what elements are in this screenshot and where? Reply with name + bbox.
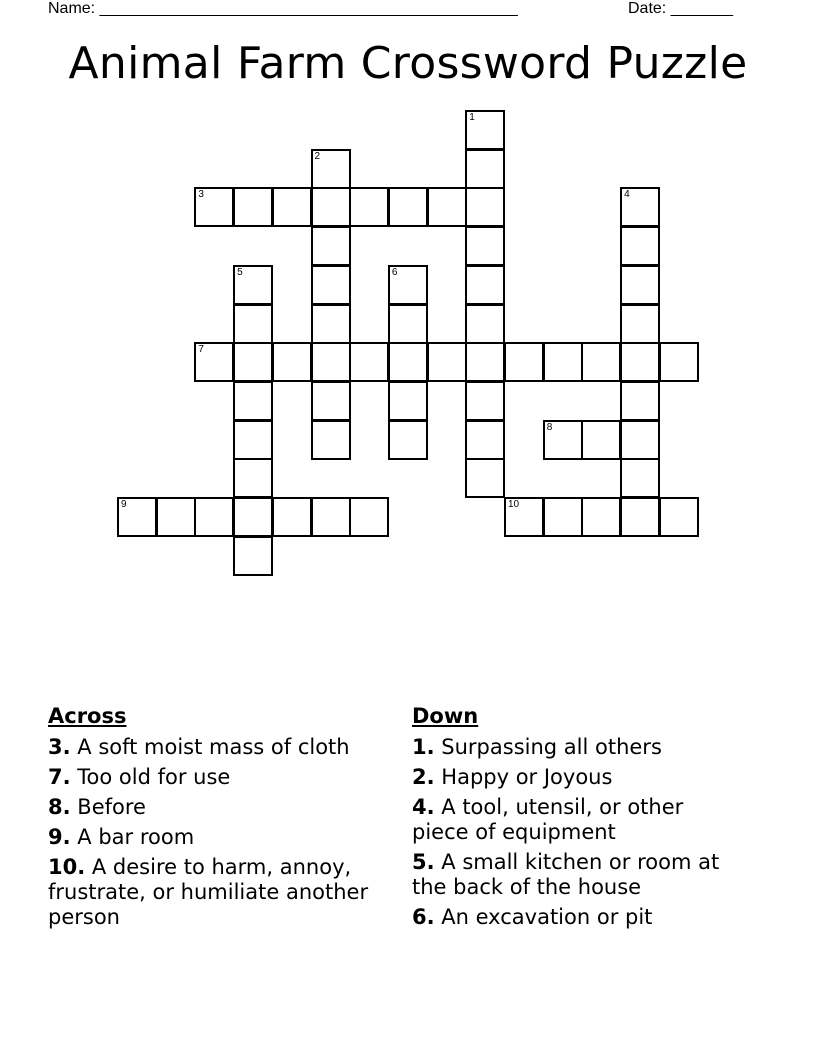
down-clue bbox=[412, 735, 742, 760]
grid-cell[interactable] bbox=[581, 497, 621, 537]
name-field-label: Name: _______________________________________________ bbox=[48, 0, 518, 17]
down-clues bbox=[412, 703, 742, 935]
cell-number: 9 bbox=[121, 499, 127, 510]
grid-cell[interactable] bbox=[388, 265, 428, 305]
grid-cell[interactable] bbox=[311, 381, 351, 421]
grid-cell[interactable] bbox=[311, 226, 351, 266]
grid-cell[interactable] bbox=[465, 187, 505, 227]
clue-number: 7. bbox=[48, 765, 71, 789]
grid-cell[interactable] bbox=[311, 304, 351, 344]
grid-cell[interactable] bbox=[620, 342, 660, 382]
grid-cell[interactable] bbox=[620, 381, 660, 421]
grid-cell[interactable] bbox=[233, 497, 273, 537]
grid-cell[interactable] bbox=[233, 304, 273, 344]
grid-cell[interactable] bbox=[349, 342, 389, 382]
grid-cell[interactable] bbox=[349, 497, 389, 537]
cell-number: 3 bbox=[198, 189, 204, 201]
grid-cell[interactable] bbox=[620, 187, 660, 227]
clue-number: 5. bbox=[412, 850, 435, 874]
grid-cell[interactable] bbox=[311, 497, 351, 537]
date-field-label: Date: _______ bbox=[628, 0, 733, 17]
clue-number: 6. bbox=[412, 905, 435, 929]
grid-cell[interactable] bbox=[659, 497, 699, 537]
cell-number: 4 bbox=[624, 189, 630, 201]
grid-cell[interactable] bbox=[311, 265, 351, 305]
grid-cell[interactable] bbox=[156, 497, 196, 537]
grid-cell[interactable] bbox=[465, 458, 505, 498]
grid-cell[interactable] bbox=[233, 536, 273, 576]
cell-number: 8 bbox=[546, 421, 553, 433]
cell-number: 7 bbox=[198, 344, 204, 356]
across-clue bbox=[48, 795, 408, 820]
grid-cell[interactable] bbox=[465, 265, 505, 305]
grid-cell[interactable] bbox=[581, 420, 621, 460]
cell-number: 1 bbox=[469, 112, 475, 123]
grid-cell[interactable] bbox=[194, 342, 234, 382]
down-clue bbox=[412, 795, 742, 845]
grid-cell[interactable] bbox=[543, 420, 583, 460]
clue-text: Too old for use bbox=[77, 765, 231, 789]
grid-cell[interactable] bbox=[311, 149, 351, 189]
grid-cell[interactable] bbox=[272, 497, 312, 537]
grid-cell[interactable] bbox=[427, 342, 467, 382]
grid-cell[interactable] bbox=[427, 187, 467, 227]
grid-cell[interactable] bbox=[465, 420, 505, 460]
down-clue bbox=[412, 850, 742, 900]
grid-cell[interactable] bbox=[620, 458, 660, 498]
clue-text: A small kitchen or room at the back of the house bbox=[412, 850, 720, 899]
clue-text: A soft moist mass of cloth bbox=[77, 735, 350, 759]
across-clue bbox=[48, 735, 408, 760]
grid-cell[interactable] bbox=[504, 497, 544, 537]
cell-number: 5 bbox=[237, 266, 243, 278]
grid-cell[interactable] bbox=[311, 342, 351, 382]
cell-number: 6 bbox=[391, 266, 398, 278]
grid-cell[interactable] bbox=[388, 342, 428, 382]
grid-cell[interactable] bbox=[465, 149, 505, 189]
grid-cell[interactable] bbox=[620, 226, 660, 266]
grid-cell[interactable] bbox=[349, 187, 389, 227]
grid-cell[interactable] bbox=[543, 497, 583, 537]
clue-text: Surpassing all others bbox=[441, 735, 662, 759]
across-clue bbox=[48, 855, 408, 930]
clue-number: 8. bbox=[48, 795, 71, 819]
cell-number: 2 bbox=[314, 150, 321, 162]
clue-text: Before bbox=[77, 795, 146, 819]
clue-text: Happy or Joyous bbox=[441, 765, 613, 789]
grid-cell[interactable] bbox=[465, 304, 505, 344]
grid-cell[interactable] bbox=[465, 381, 505, 421]
cell-number: 10 bbox=[508, 499, 520, 510]
clue-number: 9. bbox=[48, 825, 71, 849]
grid-cell[interactable] bbox=[194, 187, 234, 227]
clue-number: 1. bbox=[412, 735, 435, 759]
grid-cell[interactable] bbox=[117, 497, 157, 537]
grid-cell[interactable] bbox=[311, 187, 351, 227]
grid-cell[interactable] bbox=[620, 420, 660, 460]
clue-number: 10. bbox=[48, 855, 86, 879]
grid-cell[interactable] bbox=[504, 342, 544, 382]
clue-number: 4. bbox=[412, 795, 435, 819]
grid-cell[interactable] bbox=[233, 420, 273, 460]
grid-cell[interactable] bbox=[543, 342, 583, 382]
grid-cell[interactable] bbox=[388, 381, 428, 421]
grid-cell[interactable] bbox=[388, 187, 428, 227]
across-clue bbox=[48, 825, 408, 850]
grid-cell[interactable] bbox=[388, 420, 428, 460]
across-clue bbox=[48, 765, 408, 790]
grid-cell[interactable] bbox=[233, 187, 273, 227]
grid-cell[interactable] bbox=[388, 304, 428, 344]
grid-cell[interactable] bbox=[233, 458, 273, 498]
grid-cell[interactable] bbox=[194, 497, 234, 537]
grid-cell[interactable] bbox=[620, 265, 660, 305]
page-title: Animal Farm Crossword Puzzle bbox=[68, 38, 748, 89]
grid-cell[interactable] bbox=[465, 226, 505, 266]
down-clue bbox=[412, 905, 742, 930]
clue-text: A desire to harm, annoy, frustrate, or humiliate another person bbox=[48, 855, 369, 929]
grid-cell[interactable] bbox=[581, 342, 621, 382]
grid-cell[interactable] bbox=[620, 497, 660, 537]
down-clue bbox=[412, 765, 742, 790]
grid-cell[interactable] bbox=[233, 342, 273, 382]
grid-cell[interactable] bbox=[620, 304, 660, 344]
grid-cell[interactable] bbox=[233, 265, 273, 305]
grid-cell[interactable] bbox=[311, 420, 351, 460]
clue-text: A tool, utensil, or other piece of equipment bbox=[412, 795, 684, 844]
clue-number: 3. bbox=[48, 735, 71, 759]
down-heading: Down bbox=[412, 704, 479, 728]
clue-text: An excavation or pit bbox=[441, 905, 653, 929]
clue-text: A bar room bbox=[77, 825, 195, 849]
across-heading: Across bbox=[48, 704, 127, 728]
grid-cell[interactable] bbox=[233, 381, 273, 421]
grid-cell[interactable] bbox=[272, 187, 312, 227]
across-clues bbox=[48, 703, 408, 935]
grid-cell[interactable] bbox=[465, 342, 505, 382]
clue-number: 2. bbox=[412, 765, 435, 789]
grid-cell[interactable] bbox=[465, 110, 505, 150]
grid-cell[interactable] bbox=[272, 342, 312, 382]
grid-cell[interactable] bbox=[659, 342, 699, 382]
